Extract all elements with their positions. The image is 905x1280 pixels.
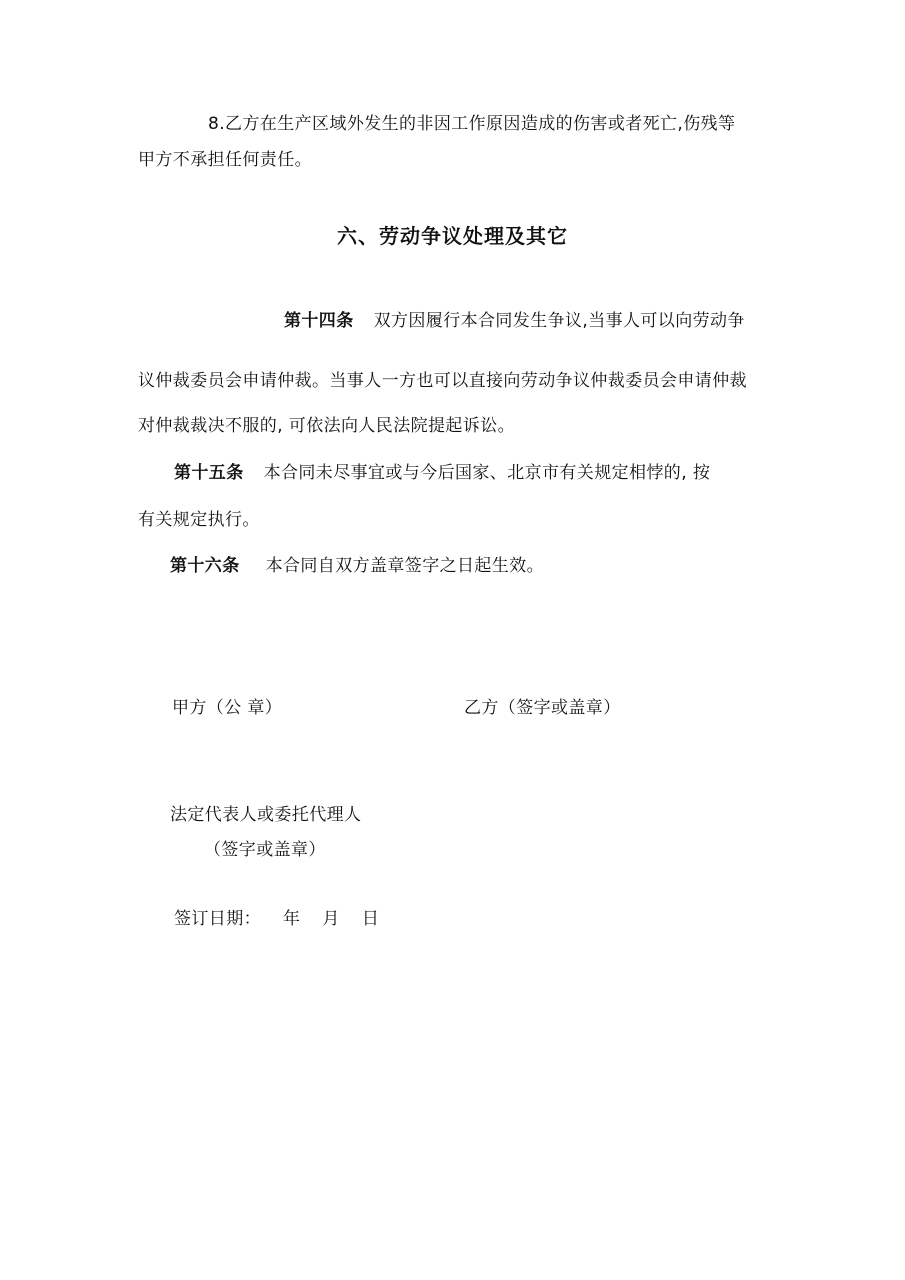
section-heading: 六、劳动争议处理及其它 <box>337 224 568 248</box>
article-15-text-1: 本合同未尽事宜或与今后国家、北京市有关规定相悖的, 按 <box>263 463 711 483</box>
article-14-text-1: 双方因履行本合同发生争议,当事人可以向劳动争 <box>373 311 745 331</box>
date-day: 日 <box>361 909 380 929</box>
representative-note: （签字或盖章） <box>204 840 326 860</box>
party-a-signature: 甲方（公 章） <box>172 698 283 718</box>
clause-8-line-2: 甲方不承担任何责任。 <box>138 150 312 170</box>
representative-label: 法定代表人或委托代理人 <box>170 805 362 825</box>
article-16-line <box>170 554 544 578</box>
article-16-label: 第十六条 <box>170 556 240 576</box>
date-label: 签订日期： <box>174 909 261 929</box>
signing-date <box>174 907 379 931</box>
article-14-line-2: 议仲裁委员会申请仲裁。当事人一方也可以直接向劳动争议仲裁委员会申请仲裁 <box>138 371 747 391</box>
date-year: 年 <box>283 909 301 929</box>
article-14-label: 第十四条 <box>284 311 354 331</box>
article-14-line-1 <box>284 309 745 333</box>
article-15-line-2: 有关规定执行。 <box>138 510 260 530</box>
article-14-line-3: 对仲裁裁决不服的, 可依法向人民法院提起诉讼。 <box>138 416 516 436</box>
article-15-label: 第十五条 <box>174 463 244 483</box>
clause-8-line-1: 8.乙方在生产区域外发生的非因工作原因造成的伤害或者死亡,伤残等 <box>208 114 736 134</box>
article-16-text: 本合同自双方盖章签字之日起生效。 <box>265 556 545 576</box>
date-month: 月 <box>322 909 340 929</box>
party-b-signature: 乙方（签字或盖章） <box>464 698 621 718</box>
article-15-line-1 <box>174 461 710 485</box>
